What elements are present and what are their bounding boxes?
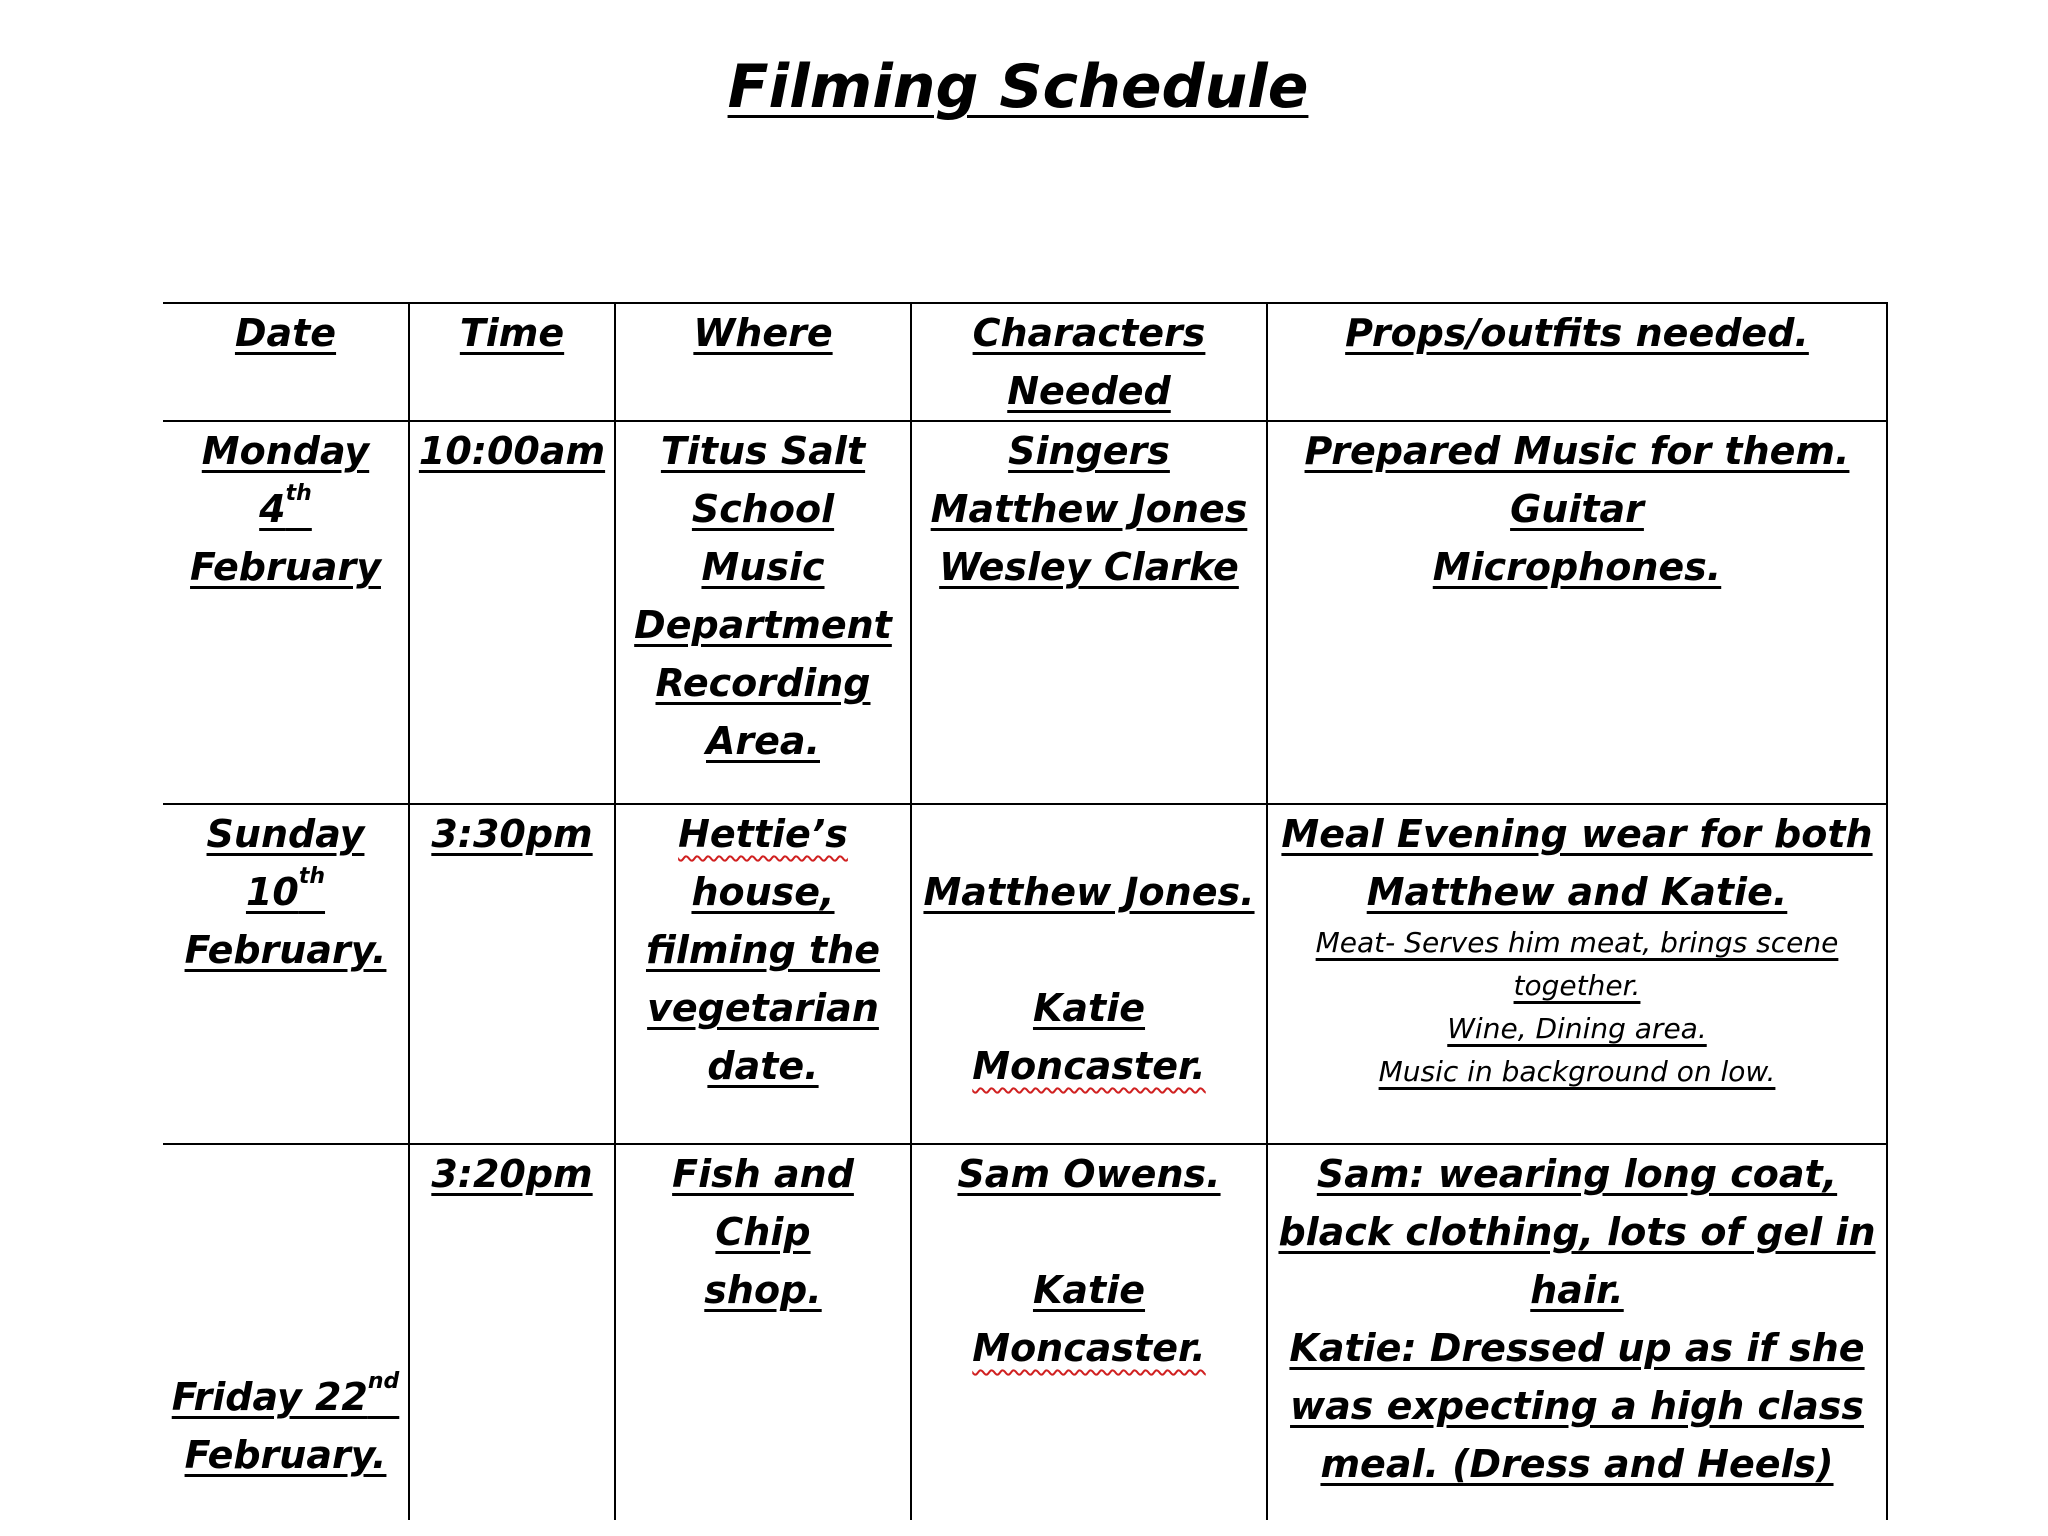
row1-where: Titus Salt School Music Department Recording Area.	[615, 421, 911, 804]
row3-time: 3:20pm	[409, 1144, 615, 1520]
row2-where: Hettie’s house, filming the vegetarian date.	[615, 804, 911, 1144]
table-row	[163, 421, 1887, 804]
row1-characters: Singers Matthew Jones Wesley Clarke	[911, 421, 1267, 804]
table-row	[163, 1144, 1887, 1520]
table-row	[163, 804, 1887, 1144]
row3-where: Fish and Chip shop.	[615, 1144, 911, 1520]
row2-characters: Matthew Jones. Katie Moncaster.	[911, 804, 1267, 1144]
header-time: Time	[409, 303, 615, 421]
row2-props: Meal Evening wear for both Matthew and Katie. Meat- Serves him meat, brings scene together. Wine, Dining area. Music in background on low.	[1267, 804, 1887, 1144]
row3-characters: Sam Owens. Katie Moncaster.	[911, 1144, 1267, 1520]
header-row	[163, 303, 1887, 421]
header-characters: Characters Needed	[911, 303, 1267, 421]
row1-props: Prepared Music for them. Guitar Microphones.	[1267, 421, 1887, 804]
row2-time: 3:30pm	[409, 804, 615, 1144]
row1-date: Monday 4th February	[163, 421, 409, 804]
header-date: Date	[163, 303, 409, 421]
header-props: Props/outfits needed.	[1267, 303, 1887, 421]
page-title	[0, 52, 2036, 122]
row1-time: 10:00am	[409, 421, 615, 804]
row3-date: Friday 22nd February.	[163, 1144, 409, 1520]
row3-props: Sam: wearing long coat, black clothing, lots of gel in hair. Katie: Dressed up as if she was expecting a high class meal. (Dress and Heels)	[1267, 1144, 1887, 1520]
filming-schedule-table	[163, 302, 1888, 1520]
row2-date: Sunday 10th February.	[163, 804, 409, 1144]
header-where: Where	[615, 303, 911, 421]
title-text: Filming Schedule	[727, 52, 1309, 122]
